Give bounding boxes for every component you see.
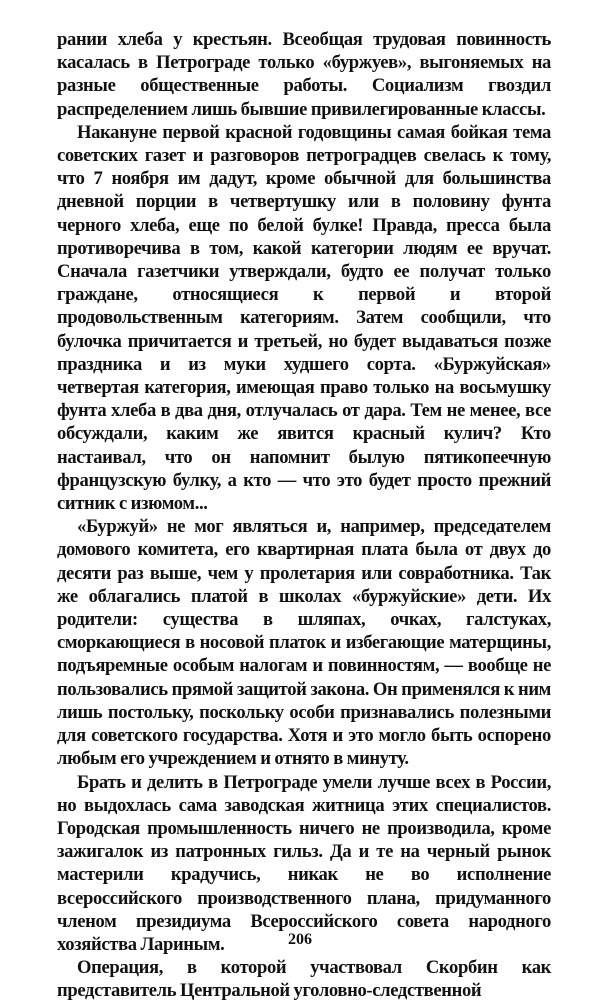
- paragraph-bourgeois-status: «Буржуй» не мог являться и, например, председателем домового комитета, его квартирная плата была от двух до десяти раз выше, чем у пролетария или совработника. Так же облагались платой в школах «буржуйские» дети. Их родители: существа в шляпах, очках, галстуках, сморкающиеся в носовой платок и избегающие матерщины, подъяремные особым налогам и повинностям, — вообще не пользовались прямой защитой закона. Он применялся к ним лишь постольку, поскольку особи признавались полезными для советского государства. Хотя и это могло быть оспорено любым его учреждением и отнято в минуту.: [57, 516, 551, 770]
- page-body: [57, 28, 551, 1003]
- paragraph-petrograd-industry: Брать и делить в Петрограде умели лучше всех в России, но выдохлась сама заводская житница этих специалистов. Городская промышленность ничего не производила, кроме зажигалок из патронных гильз. Да и те на черный рынок мастерили крадучись, никак не во исполнение всероссийского производственного плана, придуманного членом президиума Всероссийского совета народного хозяйства Лариным.: [57, 771, 551, 955]
- page-number: 206: [288, 931, 312, 948]
- paragraph-continuation: рании хлеба у крестьян. Всеобщая трудовая повинность касалась в Петрограде только «буржуев», выгоняемых на разные общественные работы. Социализм гвоздил распределением лишь бывшие привилегированные классы.: [57, 29, 551, 120]
- paragraph-operation: Операция, в которой участвовал Скорбин как представитель Центральной уголовно-следственной: [57, 957, 551, 1002]
- paragraph-anniversary-bun: Накануне первой красной годовщины самая бойкая тема советских газет и разговоров петроградцев свелась к тому, что 7 ноября им дадут, кроме обычной для большинства дневной порции в четвертушку или в половину фунта черного хлеба, еще по белой булке! Правда, пресса была противоречива в том, какой категории людям ее вручат. Сначала газетчики утверждали, будто ее получат только граждане, относящиеся к первой и второй продовольственным категориям. Затем сообщили, что булочка причитается и третьей, но будет выдаваться позже праздника и из муки худшего сорта. «Буржуйская» четвертая категория, имеющая право только на восьмушку фунта хлеба в два дня, отлучалась от дара. Тем не менее, все обсуждали, каким же явится красный кулич? Кто настаивал, что он напомнит былую пятикопеечную французскую булку, а кто — что это будет просто прежний ситник с изюмом...: [57, 121, 551, 515]
